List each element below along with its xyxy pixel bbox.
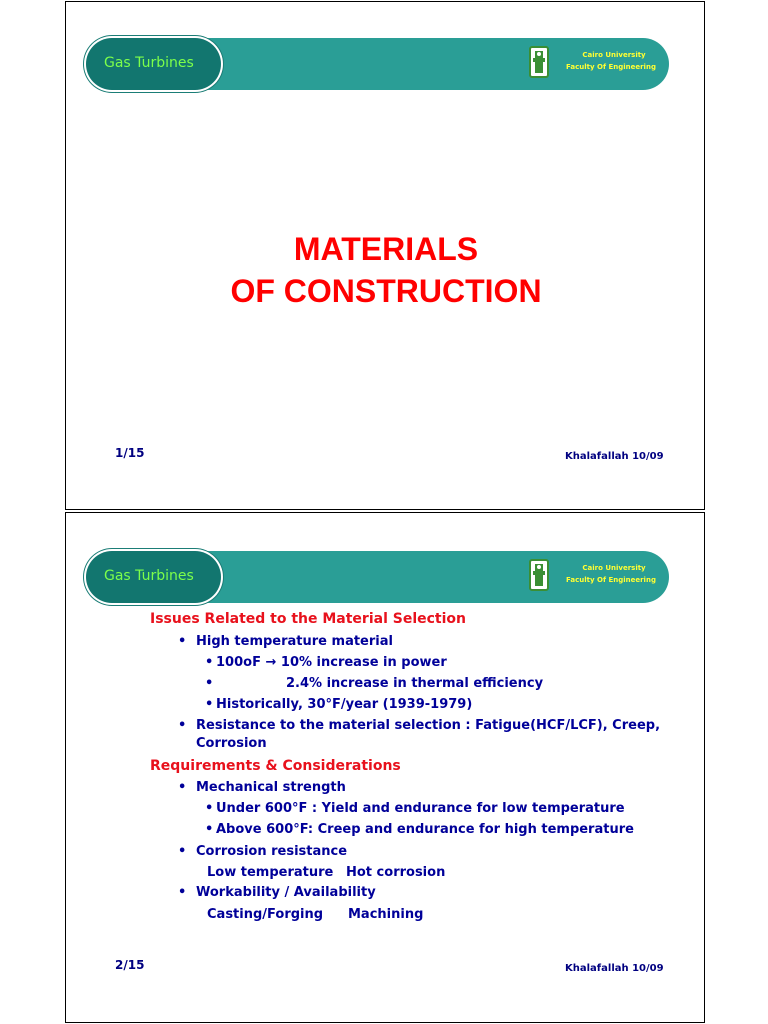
bullet-icon: •: [205, 801, 214, 816]
work-casting: Casting/Forging: [207, 907, 324, 922]
item-text: 100oF → 10% increase in power: [216, 655, 447, 670]
author-date: Khalafallah 10/09: [565, 451, 664, 462]
heading-requirements: Requirements & Considerations: [150, 758, 401, 774]
header-banner: [86, 38, 669, 90]
title-line-2: OF CONSTRUCTION: [230, 273, 542, 309]
faculty-name: Faculty Of Engineering: [566, 576, 656, 584]
university-label: [556, 562, 666, 586]
item-text: Resistance to the material selection : Fatigue(HCF/LCF), Creep,: [196, 718, 661, 733]
bullet-icon: •: [178, 844, 187, 859]
page-number: 1/15: [115, 446, 145, 460]
list-item: [178, 780, 346, 795]
list-item: [178, 718, 660, 733]
bullet-icon: •: [205, 655, 214, 670]
item-text-continued: Corrosion: [196, 736, 267, 751]
item-text: Corrosion resistance: [196, 844, 348, 859]
bullet-icon: •: [205, 676, 214, 691]
bullet-icon: •: [178, 634, 187, 649]
university-label: [556, 49, 666, 73]
item-text: Above 600°F: Creep and endurance for high temperature: [216, 822, 634, 837]
item-text: 2.4% increase in thermal efficiency: [286, 676, 544, 691]
list-item: [205, 822, 634, 837]
bullet-icon: •: [205, 822, 214, 837]
bullet-icon: •: [178, 718, 187, 733]
corrosion-low: Low temperature: [207, 865, 334, 880]
item-text: Historically, 30°F/year (1939-1979): [216, 697, 473, 712]
course-title: Gas Turbines: [104, 55, 194, 71]
slide-2: [65, 512, 705, 1023]
heading-issues: Issues Related to the Material Selection: [150, 611, 466, 627]
item-text: Under 600°F : Yield and endurance for low temperature: [216, 801, 625, 816]
university-logo-icon: [529, 46, 549, 78]
list-item: [178, 844, 347, 859]
course-title: Gas Turbines: [104, 568, 194, 584]
list-item: [178, 885, 376, 900]
author-date: Khalafallah 10/09: [565, 963, 664, 974]
university-logo-icon: [529, 559, 549, 591]
work-machining: Machining: [348, 907, 424, 922]
university-name: Cairo University: [582, 51, 646, 59]
course-badge: [86, 38, 221, 90]
bullet-icon: •: [178, 780, 187, 795]
item-text: High temperature material: [196, 634, 393, 649]
list-item: [178, 634, 393, 649]
item-text: Mechanical strength: [196, 780, 346, 795]
page-number: 2/15: [115, 958, 145, 972]
list-item: [205, 676, 543, 691]
list-item: [205, 801, 625, 816]
slide-1: [65, 1, 705, 510]
faculty-name: Faculty Of Engineering: [566, 63, 656, 71]
bullet-icon: •: [178, 885, 187, 900]
list-item: [205, 655, 447, 670]
item-text: Workability / Availability: [196, 885, 376, 900]
header-banner: [86, 551, 669, 603]
bullet-icon: •: [205, 697, 214, 712]
course-badge: [86, 551, 221, 603]
slide-title: [66, 228, 706, 312]
list-item: [205, 697, 472, 712]
university-name: Cairo University: [582, 564, 646, 572]
title-line-1: MATERIALS: [293, 231, 479, 267]
corrosion-hot: Hot corrosion: [346, 865, 446, 880]
